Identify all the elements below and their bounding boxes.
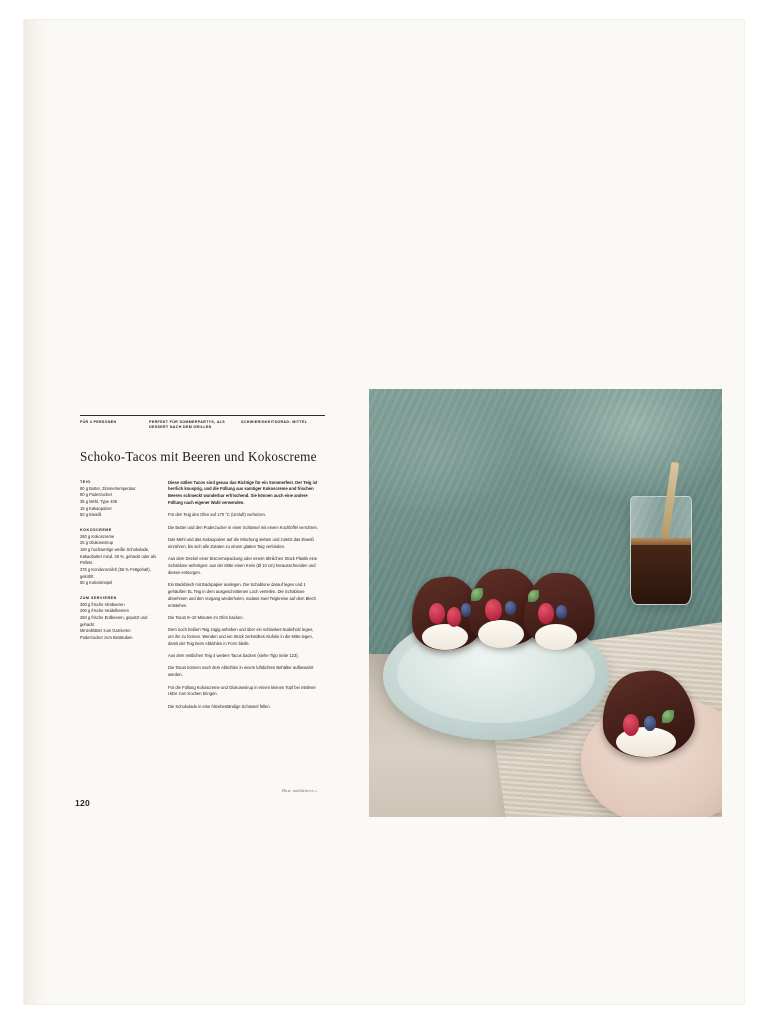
photo-coconut-cream <box>422 624 468 650</box>
ingredients-column <box>80 480 156 716</box>
ingredient-line: 50 g Kokosknspel <box>80 580 113 586</box>
method-step: Die Tacos können nach dem Abkühlen in einem luftdichten Behälter aufbewahrt werden. <box>168 665 314 678</box>
recipe-body <box>80 480 325 716</box>
ingredient-group <box>80 528 156 587</box>
turn-page-note: Bitte umblättern » <box>282 788 318 793</box>
method-step: Für den Teig den Ofen auf 170 °C (Umluft) vorheizen. <box>168 512 267 518</box>
ingredient-line: 35 g Mehl, Type 405 <box>80 498 118 504</box>
ingredient-line: Puderzucker zum Bestäuben <box>80 634 133 640</box>
photo-coconut-cream <box>478 620 524 648</box>
method-step: Die Schokolade in eine hitzebeständige Schüssel füllen. <box>168 703 271 709</box>
recipe-text-column <box>80 415 325 716</box>
ingredient-group <box>80 596 156 642</box>
meta-servings: FÜR 4 PERSONEN <box>80 420 117 424</box>
method-step: Aus dem restlichen Teig 4 weitere Tacos backen (siehe Tipp Seite 123). <box>168 653 299 659</box>
meta-occasion: PERFEKT FÜR SOMMERPARTYS, ALS DESSERT NACH DEM GRILLEN <box>149 420 225 430</box>
ingredient-line: 260 g Kokoscreme <box>80 533 115 539</box>
method-column <box>168 480 320 716</box>
photo-coconut-cream <box>535 624 577 650</box>
ingredient-line: 80 g Butter, Zimmertemperatur <box>80 485 136 491</box>
photo-strawberry <box>429 603 445 624</box>
recipe-meta-row <box>80 415 325 431</box>
photo-blueberry <box>461 603 472 617</box>
method-step: Die Tacos 8–10 Minuten im Ofen backen. <box>168 614 244 620</box>
photo-coffee-crema <box>631 538 691 545</box>
ingredient-line: 150 g hochwertige weiße Schokolade, Kakaobutter mind. 28 %, gehackt oder als Pellets <box>80 547 157 566</box>
method-intro: Diese süßen Tacos sind genau das Richtige für ein Sommerfest. Der Teig ist herrlich knusprig, und die Füllung aus samtiger Kokoscreme und frischen Beeren schmeckt wunderbar erfrischend. Sie können auch eine andere Füllung nach eigener Wahl verwenden. <box>168 479 318 506</box>
book-spread-page <box>24 20 744 1004</box>
ingredient-line: 300 g frische Himbeeren <box>80 601 125 607</box>
photo-blueberry <box>644 716 655 731</box>
page-number: 120 <box>75 798 91 808</box>
method-step: Ein Backblech mit Backpapier auslegen. Die Schablone darauf legen und 1 gehäuften EL Teig in dem ausgeschnittenen Loch verteilen. Die Schablone abnehmen und den Vorgang wiederholen, sodass zwei Teigkreise auf dem Blech entstehen. <box>168 582 316 608</box>
method-step: Das Mehl und das Kakaopulver auf die Mischung sieben und zuletzt das Eiweiß einrühren, bis sich alle Zutaten zu einem glatten Teig verbinden. <box>168 537 314 549</box>
ingredient-line: 50 g Eiweiß <box>80 512 102 518</box>
photo-coffee-liquid <box>631 538 691 604</box>
ingredient-group <box>80 480 156 519</box>
meta-difficulty: SCHWIERIGKEITSGRAD: MITTEL <box>241 420 308 424</box>
ingredient-line: 80 g Puderzucker <box>80 492 113 498</box>
ingredient-group-heading: KOKOSCREME <box>80 527 112 532</box>
photo-strawberry <box>485 599 501 621</box>
page-title: Schoko-Tacos mit Beeren und Kokoscreme <box>80 448 317 464</box>
method-step: Aus dem Deckel einer Eiscremepackung oder einem ähnlichen Stück Plastik eine Schablone anfertigen: aus der Mitte einen Kreis (Ø 10 cm) herausschneiden und diesen entsorgen. <box>168 556 318 575</box>
photo-espresso-glass <box>630 496 692 605</box>
method-step: Die Butter und den Puderzucker in einer Schüssel mit einem Kochlöffel verrühren. <box>168 524 318 530</box>
photo-strawberry <box>623 714 639 735</box>
method-step: Für die Füllung Kokoscreme und Glukosesirup in einem kleinen Topf bei mittlerer Hitze zum Kochen bringen. <box>168 684 316 697</box>
ingredient-line: 25 g Glukosesirup <box>80 540 113 546</box>
ingredient-group-heading: ZUM SERVIEREN <box>80 595 117 600</box>
ingredient-line: 250 g frische Erdbeeren, geputzt und gehackt <box>80 615 148 627</box>
ingredient-line: 15 g Kakaopulver <box>80 505 112 511</box>
method-step: Dem noch heißen Teig zügig anheben und über ein schlankes Nudelholz legen, um ihn zu formen. Wenden und ein Stück zerknülltes Alufolie in die Mitte legen, damit der Teig beim Abkühlen in Form bleibt. <box>168 627 314 646</box>
ingredient-line: 200 g frische Heidelbeeren <box>80 608 129 614</box>
photo-strawberry <box>447 607 461 626</box>
recipe-photo <box>369 389 722 817</box>
photo-blueberry <box>505 601 516 615</box>
page-gutter-shadow <box>24 20 50 1004</box>
ingredient-line: 375 g Kondensmilch (55 % Fettgehalt), gekühlt <box>80 566 151 579</box>
ingredient-group-heading: TEIG <box>80 479 91 484</box>
photo-blueberry <box>556 605 567 619</box>
ingredient-line: Minzeblätter zum Garnieren <box>80 628 131 634</box>
